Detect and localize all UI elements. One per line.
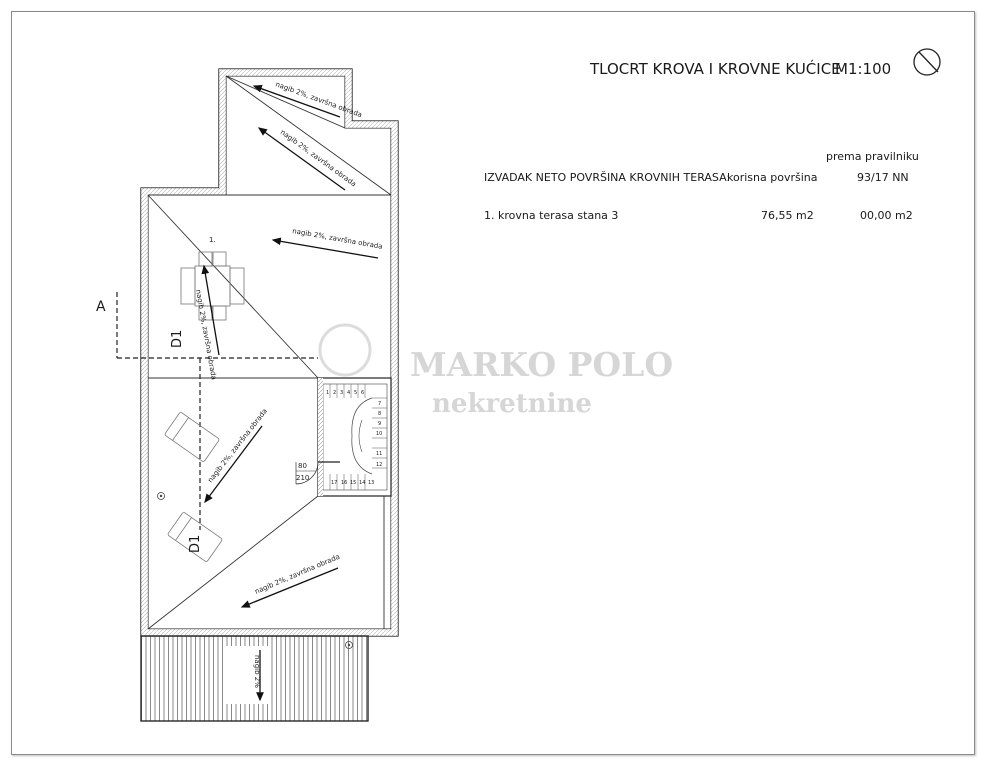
roof-lines	[148, 76, 391, 629]
north-arrow-icon	[914, 49, 940, 75]
slope-arrow-2	[259, 128, 358, 190]
drain-icon	[158, 493, 353, 649]
stair-step-1: 1	[326, 390, 330, 396]
stair-step-7: 7	[378, 401, 382, 407]
area-row-value: 76,55 m2	[761, 209, 814, 222]
exterior-walls	[141, 69, 398, 636]
slope-label-1: nagib 2%, završna obrada	[274, 80, 364, 120]
stair-step-4: 4	[347, 390, 351, 396]
stair-step-14: 14	[359, 480, 366, 486]
area-col1-header: korisna površina	[727, 171, 818, 184]
stair-step-10: 10	[376, 431, 383, 437]
stair-step-6: 6	[361, 390, 365, 396]
stair-step-5: 5	[354, 390, 358, 396]
area-row-label: 1. krovna terasa stana 3	[484, 209, 619, 222]
front-terrace	[141, 636, 368, 721]
slope-arrow-3	[273, 227, 383, 258]
area-col2-header-line1: prema pravilniku	[826, 150, 919, 163]
terrace-number: 1.	[209, 236, 216, 244]
plan-scale: M1:100	[835, 60, 892, 78]
stair-step-8: 8	[378, 411, 382, 417]
watermark-line1: MARKO POLO	[410, 345, 674, 384]
slope-label-terrace: nagib 2%	[253, 655, 261, 688]
slope-label-3: nagib 2%, završna obrada	[291, 227, 384, 251]
door-height: 210	[296, 474, 310, 482]
slope-arrow-6	[242, 553, 341, 607]
area-col2-header-line2: 93/17 NN	[857, 171, 909, 184]
sun-lounger-upper	[164, 412, 219, 462]
stair-step-15: 15	[350, 480, 357, 486]
stair-step-13: 13	[368, 480, 375, 486]
slope-arrow-4	[194, 266, 219, 381]
door-width: 80	[298, 462, 307, 470]
slope-label-5: nagib 2%, završna obrada	[206, 407, 269, 485]
area-row-value-rule: 00,00 m2	[860, 209, 913, 222]
door-label-d1-upper: D1	[170, 329, 185, 348]
area-table-heading: IZVADAK NETO POVRŠINA KROVNIH TERASA:	[484, 171, 731, 184]
stair-step-16: 16	[341, 480, 348, 486]
stair-step-2: 2	[333, 390, 337, 396]
stair-step-3: 3	[340, 390, 344, 396]
plan-title: TLOCRT KROVA I KROVNE KUĆICE	[590, 60, 841, 78]
slope-label-4: nagib 2%, završna obrada	[194, 288, 218, 381]
door-label-d1-lower: D1	[188, 534, 203, 553]
stair-step-12: 12	[376, 462, 383, 468]
dining-table	[181, 252, 244, 320]
slope-arrow-5	[205, 407, 269, 502]
staircase	[318, 378, 391, 496]
stair-step-17: 17	[331, 480, 338, 486]
watermark-line2: nekretnine	[432, 389, 592, 419]
stair-step-11: 11	[376, 451, 383, 457]
slope-label-6: nagib 2%, završna obrada	[253, 552, 342, 596]
section-label-a: A	[96, 299, 106, 315]
slope-label-2: nagib 2%, završna obrada	[278, 128, 358, 189]
stair-step-9: 9	[378, 421, 382, 427]
